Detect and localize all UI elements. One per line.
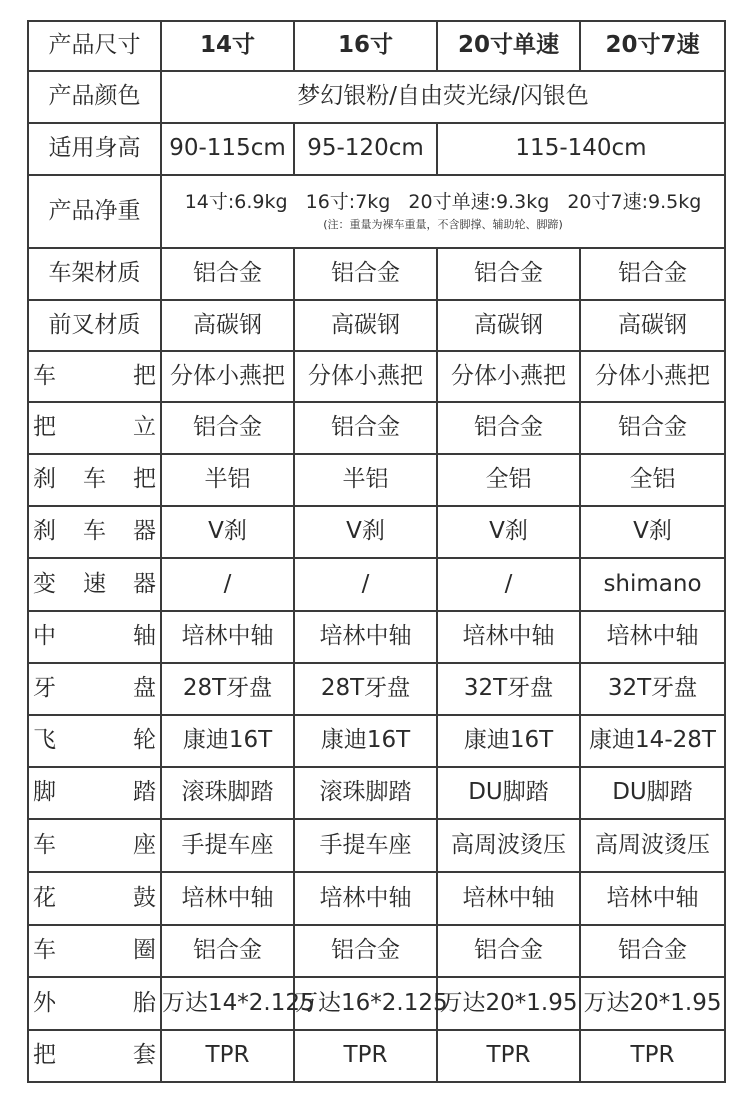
spec-row-label (28, 872, 161, 925)
label-char: 鼓 (133, 884, 156, 911)
spec-row-label (28, 977, 161, 1030)
spec-value: 手提车座 (294, 819, 437, 872)
label-char: 外 (33, 989, 56, 1016)
spec-row (28, 506, 725, 558)
spec-value: 28T牙盘 (161, 663, 294, 715)
spec-row (28, 872, 725, 925)
spec-value: 32T牙盘 (437, 663, 580, 715)
spaced-label (29, 780, 160, 805)
spec-value: 康迪16T (161, 715, 294, 767)
spec-row (28, 819, 725, 872)
spec-value: 半铝 (294, 454, 437, 506)
spec-value: 培林中轴 (437, 611, 580, 663)
label-char: 轮 (133, 727, 156, 754)
weight-row (28, 175, 725, 248)
spec-row (28, 454, 725, 506)
spec-value: TPR (294, 1030, 437, 1082)
spec-value: 培林中轴 (580, 872, 725, 925)
label-char: 车 (83, 466, 106, 493)
spec-value: 铝合金 (294, 925, 437, 977)
spec-row-label (28, 558, 161, 611)
spec-row (28, 351, 725, 402)
spec-value: V刹 (161, 506, 294, 558)
label-char: 胎 (133, 989, 156, 1016)
spaced-label (29, 991, 160, 1016)
label-char: 变 (33, 570, 56, 597)
spaced-label (29, 938, 160, 963)
spec-value: 铝合金 (437, 402, 580, 454)
label-char: 车 (33, 831, 56, 858)
label-char: 车 (33, 937, 56, 964)
spec-value: 高周波烫压 (437, 819, 580, 872)
spec-value: V刹 (580, 506, 725, 558)
spaced-label (29, 624, 160, 649)
spec-value: 铝合金 (161, 925, 294, 977)
spec-value: 全铝 (580, 454, 725, 506)
spec-value: 分体小燕把 (294, 351, 437, 402)
spec-row-label (28, 402, 161, 454)
spec-value: TPR (437, 1030, 580, 1082)
spec-value: 铝合金 (580, 925, 725, 977)
size-col-20-7speed: 20寸7速 (580, 21, 725, 71)
spec-value: shimano (580, 558, 725, 611)
spec-value: 铝合金 (294, 248, 437, 300)
label-char: 刹 (33, 466, 56, 493)
spec-value: 铝合金 (161, 402, 294, 454)
label-char: 飞 (33, 727, 56, 754)
color-label: 产品颜色 (28, 71, 161, 123)
spec-value: 万达14*2.125 (161, 977, 294, 1030)
spec-value: 32T牙盘 (580, 663, 725, 715)
spec-value: 高碳钢 (580, 300, 725, 351)
size-label: 产品尺寸 (28, 21, 161, 71)
label-char: 套 (133, 1042, 156, 1069)
spaced-label (29, 519, 160, 544)
spec-value: 高碳钢 (294, 300, 437, 351)
spec-value: 高碳钢 (161, 300, 294, 351)
spaced-label (29, 1043, 160, 1068)
spec-row-label (28, 506, 161, 558)
label-char: 车 (33, 362, 56, 389)
spec-value: 分体小燕把 (437, 351, 580, 402)
spec-value: 万达16*2.125 (294, 977, 437, 1030)
spec-value: 康迪14-28T (580, 715, 725, 767)
size-col-16: 16寸 (294, 21, 437, 71)
spec-value: DU脚踏 (437, 767, 580, 819)
spec-value: 分体小燕把 (161, 351, 294, 402)
weight-20-7speed: 20寸7速:9.5kg (567, 191, 702, 213)
spec-row (28, 925, 725, 977)
weight-20-single: 20寸单速:9.3kg (408, 191, 550, 213)
spec-value: 万达20*1.95 (580, 977, 725, 1030)
spec-row (28, 248, 725, 300)
spec-row (28, 767, 725, 819)
spec-value: 铝合金 (437, 925, 580, 977)
header-row (28, 21, 725, 71)
spec-value: / (437, 558, 580, 611)
spec-row-label (28, 767, 161, 819)
spaced-label (29, 728, 160, 753)
spec-row (28, 611, 725, 663)
spec-row (28, 558, 725, 611)
spec-row-label: 前叉材质 (28, 300, 161, 351)
spec-value: 培林中轴 (294, 872, 437, 925)
spec-value: 高周波烫压 (580, 819, 725, 872)
spaced-label (29, 886, 160, 911)
spaced-label (29, 467, 160, 492)
spec-table (27, 20, 726, 1083)
spec-value: TPR (580, 1030, 725, 1082)
spec-value: V刹 (437, 506, 580, 558)
label-char: 刹 (33, 518, 56, 545)
label-char: 立 (133, 414, 156, 441)
label-char: 中 (33, 623, 56, 650)
spaced-label (29, 364, 160, 389)
spec-row (28, 663, 725, 715)
spec-value: / (161, 558, 294, 611)
spec-row (28, 977, 725, 1030)
weight-16: 16寸:7kg (305, 191, 391, 213)
label-char: 把 (133, 362, 156, 389)
spec-value: 培林中轴 (437, 872, 580, 925)
label-char: 器 (133, 570, 156, 597)
spec-row (28, 300, 725, 351)
spec-value: 滚珠脚踏 (294, 767, 437, 819)
spec-value: 铝合金 (161, 248, 294, 300)
label-char: 座 (133, 831, 156, 858)
label-char: 牙 (33, 675, 56, 702)
size-col-14: 14寸 (161, 21, 294, 71)
label-char: 把 (33, 414, 56, 441)
height-value-20: 115-140cm (437, 123, 725, 175)
label-char: 速 (83, 570, 106, 597)
label-char: 脚 (33, 779, 56, 806)
spec-value: 培林中轴 (161, 872, 294, 925)
height-value-16: 95-120cm (294, 123, 437, 175)
spec-row-label (28, 819, 161, 872)
spec-row (28, 1030, 725, 1082)
label-char: 器 (133, 518, 156, 545)
height-value-14: 90-115cm (161, 123, 294, 175)
spec-value: 全铝 (437, 454, 580, 506)
spec-value: 分体小燕把 (580, 351, 725, 402)
label-char: 盘 (133, 675, 156, 702)
spec-value: 培林中轴 (294, 611, 437, 663)
spec-row-label (28, 1030, 161, 1082)
spec-row (28, 715, 725, 767)
color-row (28, 71, 725, 123)
label-char: 花 (33, 884, 56, 911)
spaced-label (29, 833, 160, 858)
weight-14: 14寸:6.9kg (184, 191, 288, 213)
weight-cell (161, 175, 725, 248)
spec-value: V刹 (294, 506, 437, 558)
spec-row (28, 402, 725, 454)
label-char: 踏 (133, 779, 156, 806)
label-char: 圈 (133, 937, 156, 964)
spec-value: TPR (161, 1030, 294, 1082)
spec-row-label (28, 663, 161, 715)
spec-sheet (27, 20, 724, 1083)
spec-value: 半铝 (161, 454, 294, 506)
height-row (28, 123, 725, 175)
spec-value: 铝合金 (294, 402, 437, 454)
weight-note: (注：重量为裸车重量，不含脚撑、辅助轮、脚蹄) (323, 217, 563, 231)
spec-value: / (294, 558, 437, 611)
spec-row-label: 车架材质 (28, 248, 161, 300)
spec-row-label (28, 351, 161, 402)
spec-value: 高碳钢 (437, 300, 580, 351)
spaced-label (29, 415, 160, 440)
spaced-label (29, 676, 160, 701)
weight-values (162, 192, 724, 213)
size-col-20-single: 20寸单速 (437, 21, 580, 71)
spec-value: 培林中轴 (580, 611, 725, 663)
spec-row-label (28, 454, 161, 506)
spec-value: 滚珠脚踏 (161, 767, 294, 819)
spec-value: 培林中轴 (161, 611, 294, 663)
spec-value: 万达20*1.95 (437, 977, 580, 1030)
spec-row-label (28, 611, 161, 663)
height-label: 适用身高 (28, 123, 161, 175)
spaced-label (29, 572, 160, 597)
spec-row-label (28, 925, 161, 977)
spec-value: 康迪16T (294, 715, 437, 767)
spec-value: 康迪16T (437, 715, 580, 767)
weight-label: 产品净重 (28, 175, 161, 248)
spec-value: 28T牙盘 (294, 663, 437, 715)
label-char: 把 (133, 466, 156, 493)
spec-row-label (28, 715, 161, 767)
spec-value: 铝合金 (580, 402, 725, 454)
spec-value: 铝合金 (437, 248, 580, 300)
spec-value: 手提车座 (161, 819, 294, 872)
label-char: 把 (33, 1042, 56, 1069)
label-char: 轴 (133, 623, 156, 650)
spec-value: DU脚踏 (580, 767, 725, 819)
color-value: 梦幻银粉/自由荧光绿/闪银色 (161, 71, 725, 123)
spec-value: 铝合金 (580, 248, 725, 300)
label-char: 车 (83, 518, 106, 545)
